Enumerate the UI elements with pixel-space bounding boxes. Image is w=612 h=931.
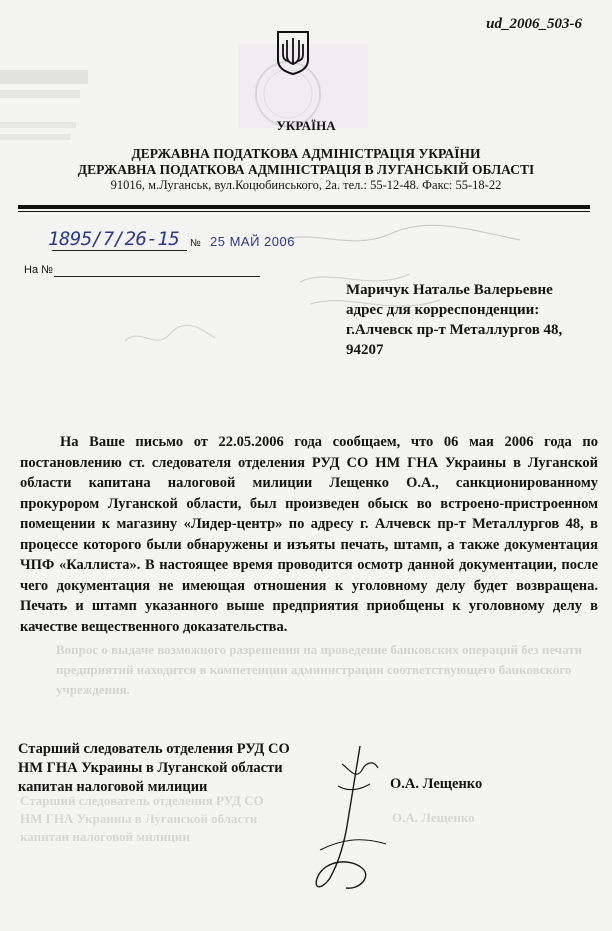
- reply-to-number-label: На №: [24, 264, 53, 276]
- reply-to-number-line: [54, 276, 260, 277]
- pencil-number-note: [120, 316, 220, 356]
- bleed-through-text: Вопрос о выдаче возможного разрешения на проведение банковских операций без печати предприятий находится в компетенции администрации соответствующего банковского учреждения.: [56, 642, 583, 697]
- bleed-through-signer: [20, 792, 264, 846]
- bleed-through-signer-name: О.А. Лещенко: [392, 810, 475, 825]
- number-sign: №: [190, 238, 201, 249]
- signer-title-line3: капитан налоговой милиции: [18, 779, 208, 795]
- letter-body: На Ваше письмо от 22.05.2006 года сообщаем, что 06 мая 2006 года по постановлению ст. следователя отделения РУД СО НМ ГНА Украины в Луганской области капитана налоговой милиции Лещенко О.А., санкционированному прокурором Луганской области, был произведен обыск во встроено-пристроенном помещении к магазину «Лидер-центр» по адресу г. Алчевск пр-т Металлургов 48, в процессе которого были обнаружены и изъяты печать, штамп, а также документация ЧПФ «Каллиста». В настоящее время проводится осмотр данной документации, после чего документация не имеющая отношения к уголовному делу будет возвращена. Печать и штамп указанного выше предприятия приобщены к уголовному делу в качестве вещественного доказательства.: [20, 434, 598, 635]
- handwritten-signature: [290, 740, 410, 900]
- signer-title-line2: НМ ГНА Украины в Луганской области: [18, 760, 283, 776]
- bleed-through-signer-line3: капитан налоговой милиции: [20, 829, 190, 844]
- addressee-name: Маричук Наталье Валерьевне: [346, 282, 553, 298]
- agency-address: 91016, м.Луганськ, вул.Коцюбинського, 2а. тел.: 55-12-48. Факс: 55-18-22: [110, 178, 502, 192]
- country-heading: УКРАЇНА: [276, 118, 336, 133]
- addressee-label: адрес для корреспонденции:: [346, 302, 540, 318]
- bleed-through-signer-line2: НМ ГНА Украины в Луганской области: [20, 811, 258, 826]
- outgoing-number-handwritten: 1895/7/26-15: [48, 228, 180, 250]
- document-reference-id: ud_2006_503-6: [486, 16, 582, 32]
- addressee-zip: 94207: [346, 342, 384, 358]
- outgoing-number-underline: [52, 250, 187, 251]
- addressee-street: г.Алчевск пр-т Металлургов 48,: [346, 322, 563, 338]
- agency-name-regional: ДЕРЖАВНА ПОДАТКОВА АДМІНІСТРАЦІЯ В ЛУГАНСЬКІЙ ОБЛАСТІ: [77, 162, 535, 177]
- header-divider-thick: [18, 205, 590, 209]
- coat-of-arms-emblem: [276, 30, 310, 76]
- addressee-block: [346, 280, 606, 360]
- signer-name: О.А. Лещенко: [390, 776, 483, 792]
- signer-title: [18, 740, 290, 797]
- signer-title-line1: Старший следователь отделения РУД СО: [18, 741, 290, 757]
- bleed-through-signer-line1: Старший следователь отделения РУД СО: [20, 793, 264, 808]
- agency-name-national: ДЕРЖАВНА ПОДАТКОВА АДМІНІСТРАЦІЯ УКРАЇНИ: [131, 146, 481, 161]
- header-divider-thin: [18, 211, 590, 212]
- date-stamp: 25 МАЙ 2006: [210, 234, 295, 249]
